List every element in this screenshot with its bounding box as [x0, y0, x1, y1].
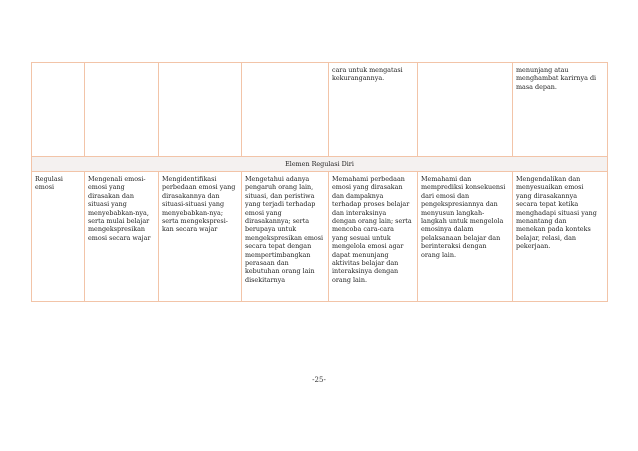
element-label: Regulasi emosi — [32, 172, 85, 302]
section-header-row — [32, 157, 608, 172]
table-cell: menunjang atau menghambat karirnya di masa depan. — [513, 63, 608, 157]
table-cell — [159, 63, 242, 157]
table-cell — [32, 63, 85, 157]
table-cell — [242, 63, 329, 157]
table-cell — [418, 63, 513, 157]
table-cell: cara untuk mengatasi kekurangannya. — [329, 63, 418, 157]
page-number: -25- — [312, 376, 326, 384]
table-cell: Memahami dan memprediksi konsekuensi dari emosi dan pengekspresiannya dan menyusun langkah- langkah untuk mengelola emosinya dalam pelaksanaan belajar dan berinteraksi dengan orang lain. — [418, 172, 513, 302]
section-header: Elemen Regulasi Diri — [32, 157, 608, 172]
table-cell: Memahami perbedaan emosi yang dirasakan dan dampaknya terhadap proses belajar dan interaksinya dengan orang lain; serta mencoba cara-cara yang sesuai untuk mengelola emosi agar dapat menunjang aktivitas belajar dan interaksinya dengan orang lain. — [329, 172, 418, 302]
table-cell: Mengenali emosi- emosi yang dirasakan dan situasi yang menyebabkan-nya, serta mulai belajar mengekspresikan emosi secara wajar — [85, 172, 159, 302]
table-cell: Mengetahui adanya pengaruh orang lain, situasi, dan peristiwa yang terjadi terhadap emosi yang dirasakannya; serta berupaya untuk mengekspresikan emosi secara tepat dengan mempertimbangkan perasaan dan kebutuhan orang lain disekitarnya — [242, 172, 329, 302]
table-cell: Mengidentifikasi perbedaan emosi yang dirasakannya dan situasi-situasi yang menyebabkan-nya; serta mengekspresi- kan secara wajar — [159, 172, 242, 302]
table-row-continued — [32, 63, 608, 157]
table-row-regulasi-emosi — [32, 172, 608, 302]
table-cell — [85, 63, 159, 157]
competency-table — [31, 62, 608, 302]
table-cell: Mengendalikan dan menyesuaikan emosi yang dirasakannya secara tepat ketika menghadapi situasi yang menantang dan menekan pada konteks belajar, relasi, dan pekerjaan. — [513, 172, 608, 302]
